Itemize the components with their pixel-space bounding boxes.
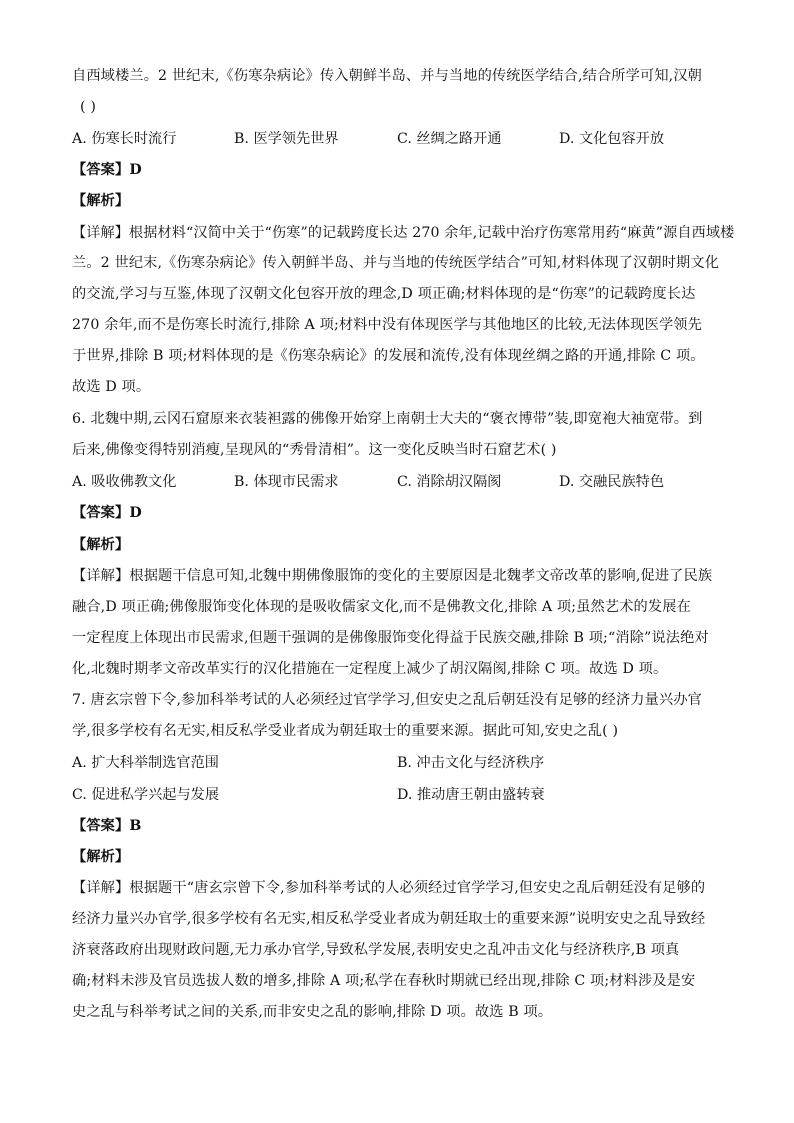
q5-stem-line: 自西域楼兰。2 世纪末,《伤寒杂病论》传入朝鲜半岛、并与当地的传统医学结合,结合所学可知,汉朝 — [72, 68, 702, 84]
q7-detail-line: 济衰落政府出现财政问题,无力承办官学,导致私学发展,表明安史之乱冲击文化与经济秩序,B 项真 — [72, 942, 680, 958]
q7-stem-line: 7. 唐玄宗曾下令,参加科举考试的人必须经过官学学习,但安史之乱后朝廷没有足够的经济力量兴办官 — [72, 692, 702, 708]
q5-option-a: A. 伤寒长时流行 — [72, 131, 177, 147]
q6-option-b: B. 体现市民需求 — [234, 474, 339, 490]
q5-detail-line: 【详解】根据材料“汉简中关于“伤寒”的记载跨度长达 270 余年,记载中治疗伤寒常用药“麻黄”源自西域楼 — [72, 225, 735, 241]
q7-answer: 【答案】B — [72, 818, 142, 834]
q7-analysis-heading: 【解析】 — [72, 849, 130, 865]
q7-detail-line: 史之乱与科举考试之间的关系,而非安史之乱的影响,排除 D 项。故选 B 项。 — [72, 1004, 553, 1020]
q6-option-d: D. 交融民族特色 — [559, 474, 665, 490]
q6-answer: 【答案】D — [72, 505, 142, 521]
q7-option-d: D. 推动唐王朝由盛转衰 — [397, 787, 545, 803]
q5-detail-line: 的交流,学习与互鉴,体现了汉朝文化包容开放的理念,D 项正确;材料体现的是“伤寒”的记载跨度长达 — [72, 286, 696, 302]
q6-detail-line: 化,北魏时期孝文帝改革实行的汉化措施在一定程度上减少了胡汉隔阂,排除 C 项。故选 D 项。 — [72, 661, 668, 677]
q5-answer: 【答案】D — [72, 162, 142, 178]
q7-detail-line: 确;材料未涉及官员选拔人数的增多,排除 A 项;私学在春秋时期就已经出现,排除 C 项;材料涉及是安 — [72, 973, 696, 989]
q5-option-b: B. 医学领先世界 — [234, 131, 339, 147]
q6-stem-line: 6. 北魏中期,云冈石窟原来衣装袒露的佛像开始穿上南朝士大夫的“褒衣博带”装,即宽袍大袖宽带。到 — [72, 411, 703, 427]
q6-detail-line: 【详解】根据题干信息可知,北魏中期佛像服饰的变化的主要原因是北魏孝文帝改革的影响,促进了民族 — [72, 568, 713, 584]
q5-option-c: C. 丝绸之路开通 — [397, 131, 502, 147]
q6-stem-line: 后来,佛像变得特别消瘦,呈现风的“秀骨清相”。这一变化反映当时石窟艺术( ) — [72, 442, 557, 458]
q5-detail-line: 兰。2 世纪末,《伤寒杂病论》传入朝鲜半岛、并与当地的传统医学结合”可知,材料体现了汉朝时期文化 — [72, 255, 720, 271]
q7-option-b: B. 冲击文化与经济秩序 — [397, 755, 545, 771]
q7-stem-line: 学,很多学校有名无实,相反私学受业者成为朝廷取士的重要来源。据此可知,安史之乱( ) — [72, 723, 619, 739]
q6-analysis-heading: 【解析】 — [72, 537, 130, 553]
q6-option-a: A. 吸收佛教文化 — [72, 474, 177, 490]
q6-detail-line: 融合,D 项正确;佛像服饰变化体现的是吸收儒家文化,而不是佛教文化,排除 A 项;虽然艺术的发展在 — [72, 599, 691, 615]
q6-detail-line: 一定程度上体现出市民需求,但题干强调的是佛像服饰变化得益于民族交融,排除 B 项;“消除”说法绝对 — [72, 630, 709, 646]
q6-option-c: C. 消除胡汉隔阂 — [397, 474, 502, 490]
q7-option-a: A. 扩大科举制选官范围 — [72, 755, 219, 771]
q5-stem-blank: ( ) — [80, 99, 97, 115]
q7-detail-line: 【详解】根据题干“唐玄宗曾下令,参加科举考试的人必须经过官学学习,但安史之乱后朝廷没有足够的 — [72, 880, 706, 896]
q5-option-d: D. 文化包容开放 — [559, 131, 665, 147]
q5-detail-line: 270 余年,而不是伤寒长时流行,排除 A 项;材料中没有体现医学与其他地区的比较,无法体现医学领先 — [72, 317, 702, 333]
q5-detail-line: 故选 D 项。 — [72, 379, 151, 395]
q5-detail-line: 于世界,排除 B 项;材料体现的是《伤寒杂病论》的发展和流传,没有体现丝绸之路的开通,排除 C 项。 — [72, 348, 705, 364]
q7-detail-line: 经济力量兴办官学,很多学校有名无实,相反私学受业者成为朝廷取士的重要来源”说明安史之乱导致经 — [72, 911, 706, 927]
q7-option-c: C. 促进私学兴起与发展 — [72, 787, 220, 803]
q5-analysis-heading: 【解析】 — [72, 193, 130, 209]
